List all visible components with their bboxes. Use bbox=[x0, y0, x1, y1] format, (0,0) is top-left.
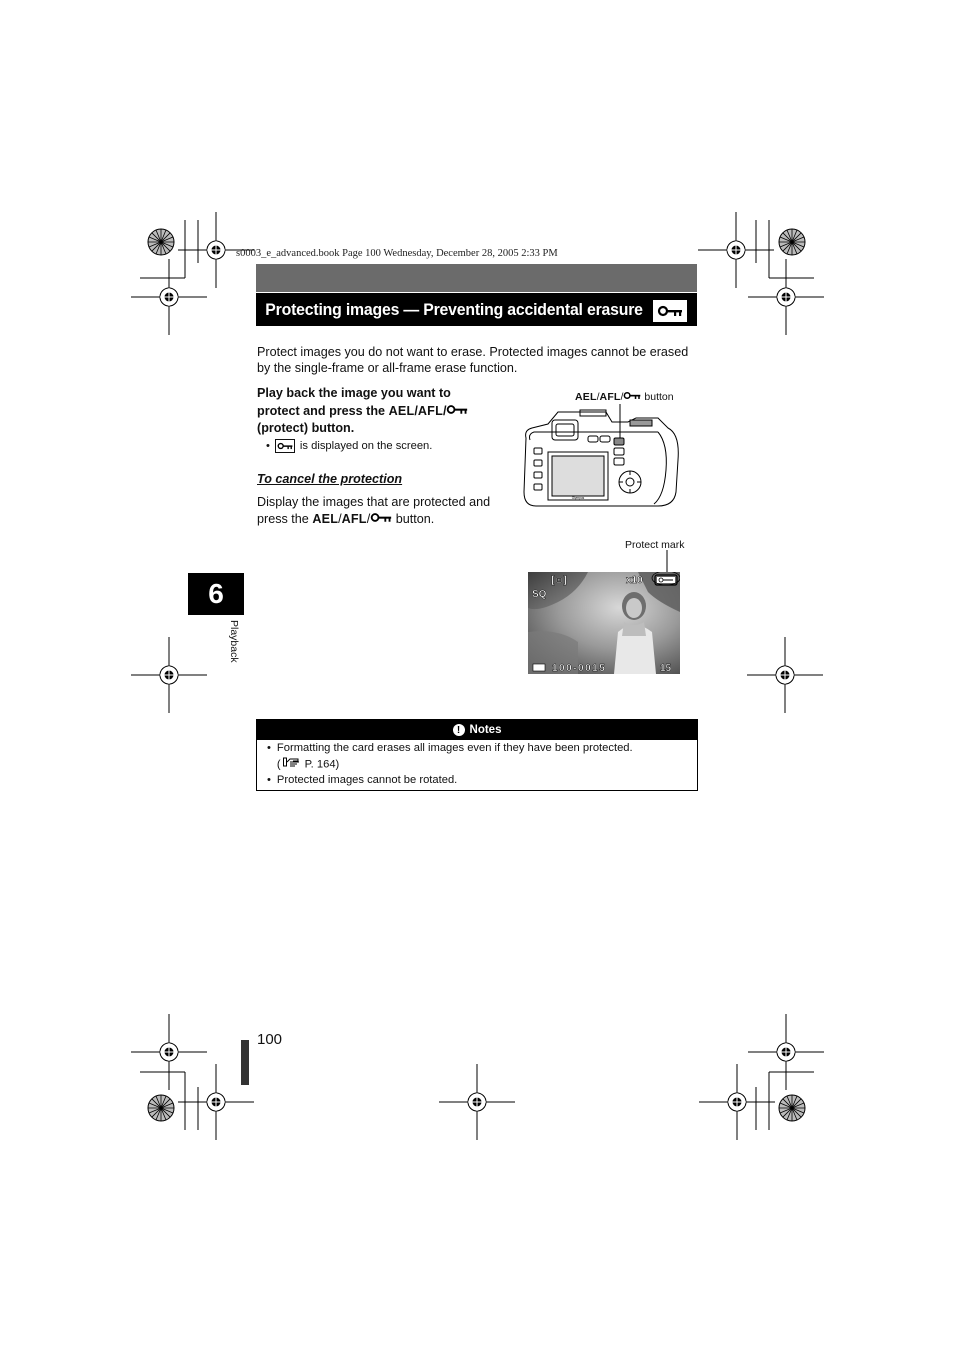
afl-label: AFL bbox=[341, 511, 367, 526]
camera-back-illustration bbox=[518, 400, 688, 512]
protect-mark-label: Protect mark bbox=[625, 539, 685, 551]
section-title: Protecting images — Preventing accidental erasure bbox=[265, 299, 643, 319]
note-item-2: Protected images cannot be rotated. bbox=[276, 773, 458, 786]
page-number: 100 bbox=[257, 1031, 283, 1048]
notes-box bbox=[256, 719, 698, 791]
note-item: • Formatting the card erases all images even if they have been protected. ( P. 164) bbox=[267, 741, 689, 773]
book-info-line: s0003_e_advanced.book Page 100 Wednesday, December 28, 2005 2:33 PM bbox=[236, 248, 558, 259]
notes-heading-bar bbox=[257, 720, 697, 740]
protect-key-icon bbox=[446, 403, 468, 421]
notes-heading: Notes bbox=[469, 724, 502, 736]
step-line-2 bbox=[257, 403, 497, 421]
ael-label: AEL bbox=[388, 403, 415, 418]
cancel-line-1: Display the images that are protected and bbox=[257, 495, 491, 509]
afl-label: AFL bbox=[417, 403, 443, 418]
note-item-1-line-1: Formatting the card erases all images even if they have been protected. bbox=[276, 742, 633, 754]
separator: / bbox=[366, 511, 371, 526]
step-line-1: Play back the image you want to bbox=[257, 386, 451, 400]
chapter-number-tab: 6 bbox=[188, 573, 244, 615]
cancel-protection-text bbox=[257, 494, 502, 527]
step-line-2-prefix: protect and press the bbox=[257, 403, 389, 418]
chapter-label: Playback bbox=[228, 620, 240, 663]
camera-brand-label: Olympus bbox=[571, 496, 585, 500]
cancel-line-2 bbox=[257, 511, 502, 528]
exclamation-icon: ! bbox=[453, 724, 465, 736]
page-reference-icon bbox=[283, 757, 301, 773]
button-label-suffix: button bbox=[641, 391, 674, 403]
lcd-quality-readout: SQ bbox=[532, 589, 547, 600]
page-number-bar bbox=[241, 1040, 249, 1085]
cancel-protection-heading: To cancel the protection bbox=[257, 472, 403, 486]
svg-text:[⊡]: [⊡] bbox=[550, 576, 569, 587]
lcd-frame-number: 15 bbox=[660, 663, 672, 674]
afl-label: AFL bbox=[599, 391, 621, 403]
separator: / bbox=[338, 511, 342, 526]
registration-star-top-left bbox=[148, 229, 174, 255]
step-line-3: (protect) button. bbox=[257, 421, 355, 436]
protect-key-icon bbox=[653, 300, 687, 322]
lcd-file-number: 100-0015 bbox=[552, 663, 607, 674]
step-bullet: • is displayed on the screen. bbox=[266, 440, 433, 452]
ael-label: AEL bbox=[312, 511, 339, 526]
note-item: • Protected images cannot be rotated. bbox=[267, 773, 689, 789]
step-instruction bbox=[257, 385, 497, 438]
playback-screen-photo bbox=[528, 572, 680, 674]
intro-paragraph: Protect images you do not want to erase. Protected images cannot be erased by the single-frame or all-frame erase function. bbox=[257, 345, 689, 375]
section-title-bar bbox=[256, 293, 697, 326]
bullet-text: is displayed on the screen. bbox=[299, 440, 433, 452]
separator: / bbox=[442, 403, 447, 418]
page-reference: P. 164) bbox=[304, 758, 340, 771]
paren: ( bbox=[276, 758, 281, 771]
separator: / bbox=[596, 391, 600, 403]
note-item-1-line-2 bbox=[277, 757, 633, 773]
lcd-zoom-readout: x10 bbox=[626, 575, 643, 586]
separator: / bbox=[414, 403, 418, 418]
protect-key-icon bbox=[370, 511, 392, 528]
cancel-line-2-suffix: button. bbox=[392, 511, 435, 526]
ael-label: AEL bbox=[575, 391, 597, 403]
separator: / bbox=[620, 391, 624, 403]
cancel-line-2-prefix: press the bbox=[257, 511, 313, 526]
protect-key-icon bbox=[275, 439, 295, 453]
header-band bbox=[256, 264, 697, 292]
